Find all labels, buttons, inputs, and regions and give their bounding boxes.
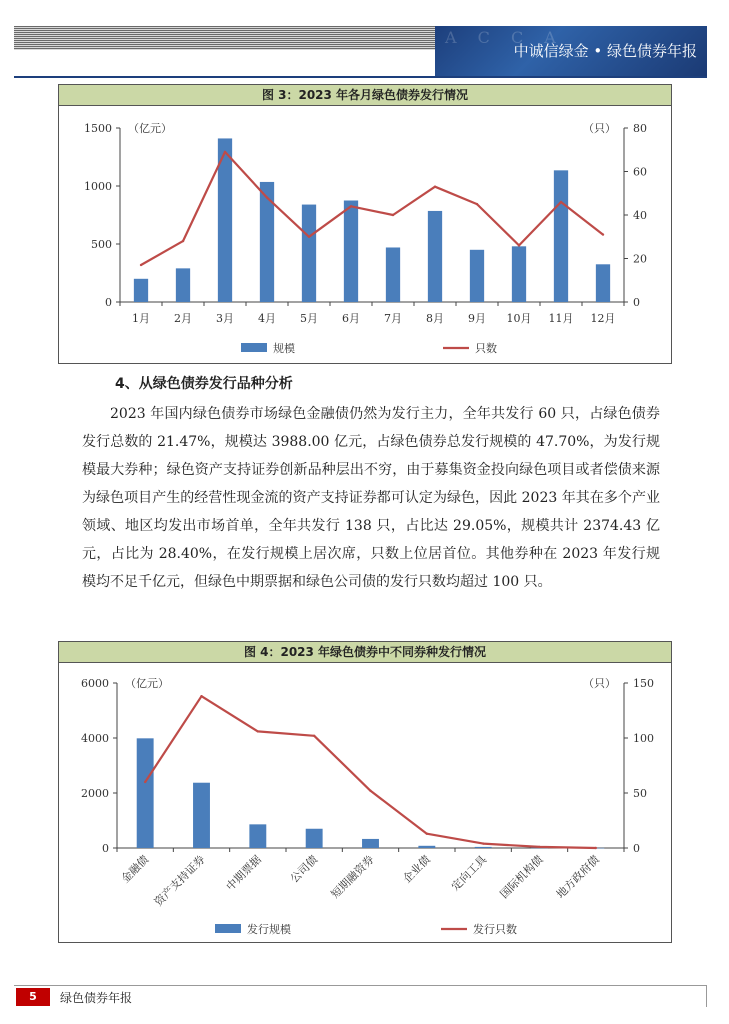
x-tick-label: 金融债 xyxy=(118,852,152,886)
bar xyxy=(386,247,400,302)
line-point xyxy=(257,730,259,732)
legend-label-line: 只数 xyxy=(475,342,497,355)
y-tick-label-right: 150 xyxy=(633,677,654,690)
y-tick-label-right: 40 xyxy=(633,209,647,222)
y-axis-label-left: （亿元） xyxy=(125,677,169,690)
x-tick-label: 国际机构债 xyxy=(497,852,546,902)
y-axis-label-right: （只） xyxy=(583,122,616,135)
bar xyxy=(596,264,610,302)
line-point xyxy=(392,214,394,216)
line-point xyxy=(266,196,268,198)
bar xyxy=(512,246,526,302)
footer-text: 绿色债券年报 xyxy=(60,991,133,1005)
y-tick-label-left: 6000 xyxy=(81,677,109,690)
line-point xyxy=(144,781,146,783)
legend-swatch-bar xyxy=(241,343,267,352)
y-tick-label-left: 2000 xyxy=(81,787,109,800)
line-point xyxy=(140,264,142,266)
y-tick-label-right: 100 xyxy=(633,732,654,745)
legend-label-bar: 规模 xyxy=(273,342,295,355)
figure-4-chart xyxy=(59,663,671,942)
section-paragraph xyxy=(82,400,660,596)
bar xyxy=(475,847,492,848)
x-tick-label: 中期票据 xyxy=(223,852,264,894)
banner-deco-text: A C C A xyxy=(445,28,564,47)
figure-3-chart xyxy=(59,106,671,363)
x-tick-label: 公司债 xyxy=(287,852,321,886)
y-tick-label-left: 4000 xyxy=(81,732,109,745)
y-tick-label-right: 50 xyxy=(633,787,647,800)
x-tick-label: 3月 xyxy=(216,312,234,325)
header-rule xyxy=(14,76,707,78)
bar xyxy=(344,201,358,303)
y-tick-label-right: 60 xyxy=(633,165,647,179)
bar xyxy=(134,279,148,302)
y-tick-label-left: 1000 xyxy=(84,180,112,193)
section-heading: 4、从绿色债券发行品种分析 xyxy=(115,376,293,392)
bar xyxy=(176,268,190,302)
bar xyxy=(249,824,266,848)
bar xyxy=(260,182,274,302)
y-tick-label-left: 0 xyxy=(105,296,112,309)
line-point xyxy=(224,151,226,153)
x-tick-label: 7月 xyxy=(384,312,402,325)
bar xyxy=(470,250,484,302)
bar xyxy=(306,829,323,848)
x-tick-label: 2月 xyxy=(174,312,192,325)
line-point xyxy=(369,790,371,792)
figure-3-title: 图 3：2023 年各月绿色债券发行情况 xyxy=(59,85,671,106)
bar xyxy=(302,205,316,302)
x-tick-label: 资产支持证券 xyxy=(151,852,208,909)
bar xyxy=(137,738,154,848)
line-point xyxy=(538,846,540,848)
footer-side-rule xyxy=(706,985,707,1007)
header-banner xyxy=(435,26,707,76)
bar xyxy=(428,211,442,302)
y-tick-label-right: 20 xyxy=(633,252,647,266)
line-point xyxy=(434,186,436,188)
y-tick-label-left: 1500 xyxy=(84,122,112,135)
x-tick-label: 1月 xyxy=(132,312,150,325)
y-tick-label-right: 0 xyxy=(633,842,640,855)
x-tick-label: 5月 xyxy=(300,312,318,325)
y-tick-label-left: 500 xyxy=(91,238,112,251)
bar xyxy=(418,846,435,848)
line-point xyxy=(426,833,428,835)
bar xyxy=(554,170,568,302)
line-point xyxy=(350,205,352,207)
page-number: 5 xyxy=(16,988,50,1006)
header-stripes xyxy=(14,26,439,50)
figure-4-title: 图 4：2023 年绿色债券中不同券种发行情况 xyxy=(59,642,671,663)
legend-label-line: 发行只数 xyxy=(473,923,517,936)
legend-label-bar: 发行规模 xyxy=(247,923,291,936)
x-tick-label: 地方政府债 xyxy=(553,852,602,902)
y-axis-label-left: （亿元） xyxy=(128,122,172,135)
line-point xyxy=(602,233,604,235)
x-tick-label: 9月 xyxy=(468,312,486,325)
x-tick-label: 企业债 xyxy=(400,852,433,886)
line-point xyxy=(595,847,597,849)
line-point xyxy=(482,842,484,844)
bar xyxy=(362,839,379,848)
line-point xyxy=(182,240,184,242)
y-tick-label-left: 0 xyxy=(102,842,109,855)
header-title: 中诚信绿金 • 绿色债券年报 xyxy=(513,42,697,60)
line-point xyxy=(476,203,478,205)
y-axis-label-right: （只） xyxy=(583,677,616,690)
x-tick-label: 8月 xyxy=(426,312,444,325)
y-tick-label-right: 0 xyxy=(633,296,640,309)
figure-3 xyxy=(58,84,672,364)
series-line xyxy=(141,152,603,265)
x-tick-label: 4月 xyxy=(258,312,276,325)
line-point xyxy=(560,201,562,203)
series-line xyxy=(145,696,596,848)
line-point xyxy=(200,695,202,697)
x-tick-label: 定向工具 xyxy=(448,852,490,894)
figure-4 xyxy=(58,641,672,943)
paragraph-text: 2023 年国内绿色债券市场绿色金融债仍然为发行主力，全年共发行 60 只，占绿色债券发行总数的 21.47%，规模达 3988.00 亿元，占绿色债券总发行规模的 47.70%，为发行规模最大券种；绿色资产支持证券创新品种层出不穷，由于募集资金投向绿色项目或者偿债来源为绿色项目产生的经营性现金流的资产支持证券都可认定为绿色，因此 2023 年其在多个产业领域、地区均发出市场首单，全年共发行 138 只，占比达 29.05%，规模共计 2374.43 亿元，占比为 28.40%，在发行规模上居次席，只数上位居首位。其他券种在 2023 年发行规模均不足千亿元，但绿色中期票据和绿色公司债的发行只数均超过 100 只。 xyxy=(82,406,660,590)
bar xyxy=(193,783,210,848)
line-point xyxy=(518,244,520,246)
legend-swatch-bar xyxy=(215,924,241,933)
x-tick-label: 短期融资券 xyxy=(328,852,377,902)
x-tick-label: 12月 xyxy=(590,312,616,325)
line-point xyxy=(313,735,315,737)
line-point xyxy=(308,236,310,238)
x-tick-label: 10月 xyxy=(506,312,532,325)
x-tick-label: 11月 xyxy=(548,312,574,325)
y-tick-label-right: 80 xyxy=(633,122,647,135)
footer-rule xyxy=(14,985,707,986)
x-tick-label: 6月 xyxy=(342,312,360,325)
